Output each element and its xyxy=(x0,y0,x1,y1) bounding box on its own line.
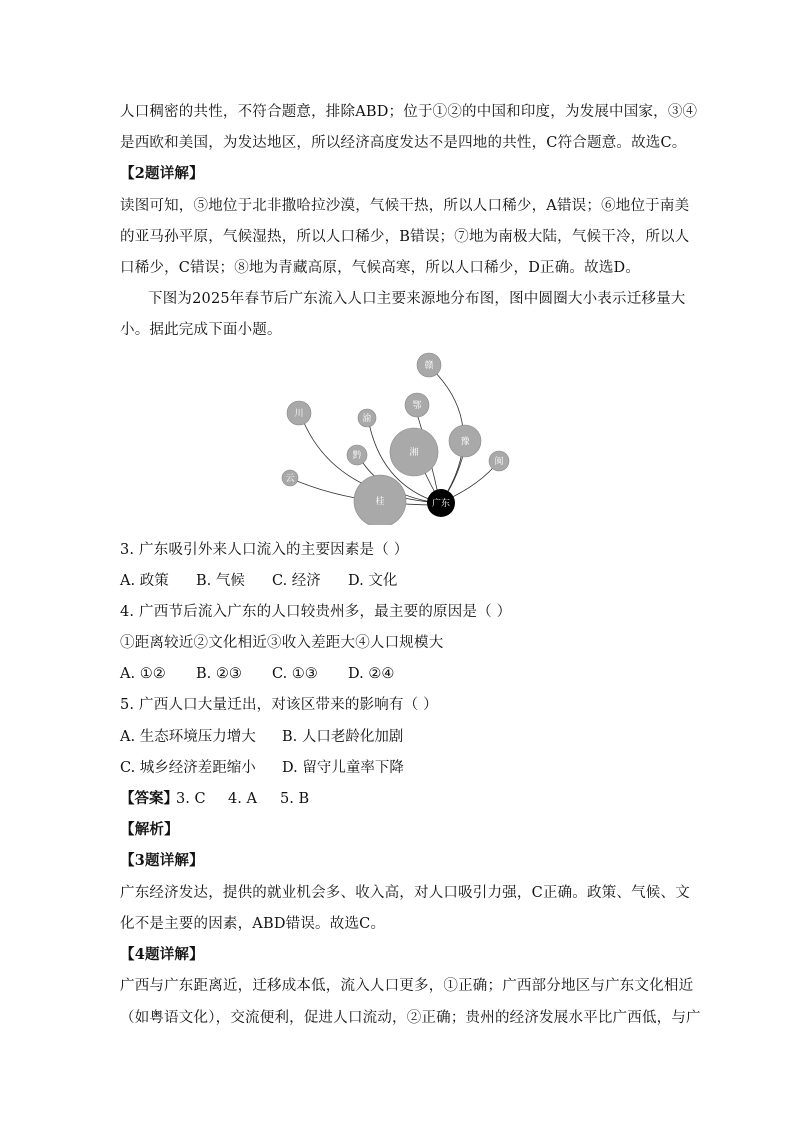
bubble-gan xyxy=(417,353,441,377)
text-line: 口稀少，C错误；⑧地为青藏高原，气候高寒，所以人口稀少，D正确。故选D。 xyxy=(120,260,641,276)
bubble-label: 湘 xyxy=(409,448,419,458)
bubble-label: 赣 xyxy=(424,361,434,371)
migration-bubble-figure xyxy=(270,345,520,525)
bubble-guangdong xyxy=(427,489,455,517)
option: A. 生态环境压力增大 xyxy=(120,729,256,745)
option: C. 城乡经济差距缩小 xyxy=(120,760,256,776)
answer-item: 5. B xyxy=(280,791,310,807)
option: C. ①③ xyxy=(272,666,318,682)
option: D. ②④ xyxy=(348,666,395,682)
option: A. 政策 xyxy=(120,573,169,589)
question-4-stem: 4. 广西节后流入广东的人口较贵州多，最主要的原因是（ ） xyxy=(120,604,512,620)
text-line: 的亚马孙平原，气候湿热，所以人口稀少，B错误；⑦地为南极大陆，气候干冷，所以人 xyxy=(120,229,690,245)
bubble-label: 渝 xyxy=(362,414,372,424)
text-line: 化不是主要的因素，ABD错误。故选C。 xyxy=(120,916,386,932)
bubble-yu2 xyxy=(449,425,481,457)
bubble-label: 云 xyxy=(285,474,295,484)
question-intro: 下图为2025年春节后广东流入人口主要来源地分布图，图中圆圈大小表示迁移量大 xyxy=(148,291,686,307)
migration-diagram xyxy=(270,345,520,525)
answer-item: 3. C xyxy=(176,791,206,807)
answer-heading: 【答案】 xyxy=(120,790,178,807)
bubble-label: 广东 xyxy=(431,499,451,509)
text-line: 小。据此完成下面小题。 xyxy=(120,322,282,338)
section-heading: 【2题详解】 xyxy=(120,165,204,182)
text-line: 读图可知，⑤地位于北非撒哈拉沙漠，气候干热，所以人口稀少，A错误；⑥地位于南美 xyxy=(120,198,690,214)
bubble-label: 川 xyxy=(294,409,304,419)
bubble-chuan xyxy=(287,401,311,425)
text-line: 广西与广东距离近，迁移成本低，流入人口更多，①正确；广西部分地区与广东文化相近 xyxy=(120,978,694,994)
bubble-yun xyxy=(282,470,298,486)
text-line: 广东经济发达，提供的就业机会多、收入高，对人口吸引力强，C正确。政策、气候、文 xyxy=(120,885,690,901)
option: D. 留守儿童率下降 xyxy=(282,760,404,776)
bubble-gui2 xyxy=(354,475,406,525)
answer-item: 4. A xyxy=(228,791,257,807)
text-line: 人口稠密的共性，不符合题意，排除ABD；位于①②的中国和印度，为发展中国家，③④ xyxy=(120,104,698,120)
option: B. ②③ xyxy=(196,666,242,682)
question-3-stem: 3. 广东吸引外来人口流入的主要因素是（ ） xyxy=(120,542,409,558)
bubble-xiang xyxy=(390,428,438,476)
bubble-e xyxy=(405,393,429,417)
text-line: 是西欧和美国，为发达地区，所以经济高度发达不是四地的共性，C符合题意。故选C。 xyxy=(120,135,687,151)
bubble-yu xyxy=(358,409,376,427)
text-line: （如粤语文化），交流便利，促进人口流动，②正确；贵州的经济发展水平比广西低，与广 xyxy=(120,1010,701,1026)
question-5-stem: 5. 广西人口大量迁出，对该区带来的影响有（ ） xyxy=(120,697,438,713)
bubble-label: 黔 xyxy=(352,451,362,461)
bubble-label: 豫 xyxy=(460,437,470,447)
bubble-label: 鄂 xyxy=(412,401,422,411)
option: A. ①② xyxy=(120,666,166,682)
option: B. 气候 xyxy=(196,573,245,589)
analysis-heading: 【解析】 xyxy=(120,821,179,838)
option: C. 经济 xyxy=(272,573,321,589)
section-heading: 【4题详解】 xyxy=(120,946,204,963)
bubble-label: 桂 xyxy=(375,497,385,507)
bubble-gui xyxy=(347,445,367,465)
bubble-label: 闽 xyxy=(494,457,504,467)
section-heading: 【3题详解】 xyxy=(120,852,204,869)
option: D. 文化 xyxy=(348,573,398,589)
question-4-choices: ①距离较近②文化相近③收入差距大④人口规模大 xyxy=(120,635,444,651)
option: B. 人口老龄化加剧 xyxy=(282,729,404,745)
bubble-min xyxy=(489,451,509,471)
